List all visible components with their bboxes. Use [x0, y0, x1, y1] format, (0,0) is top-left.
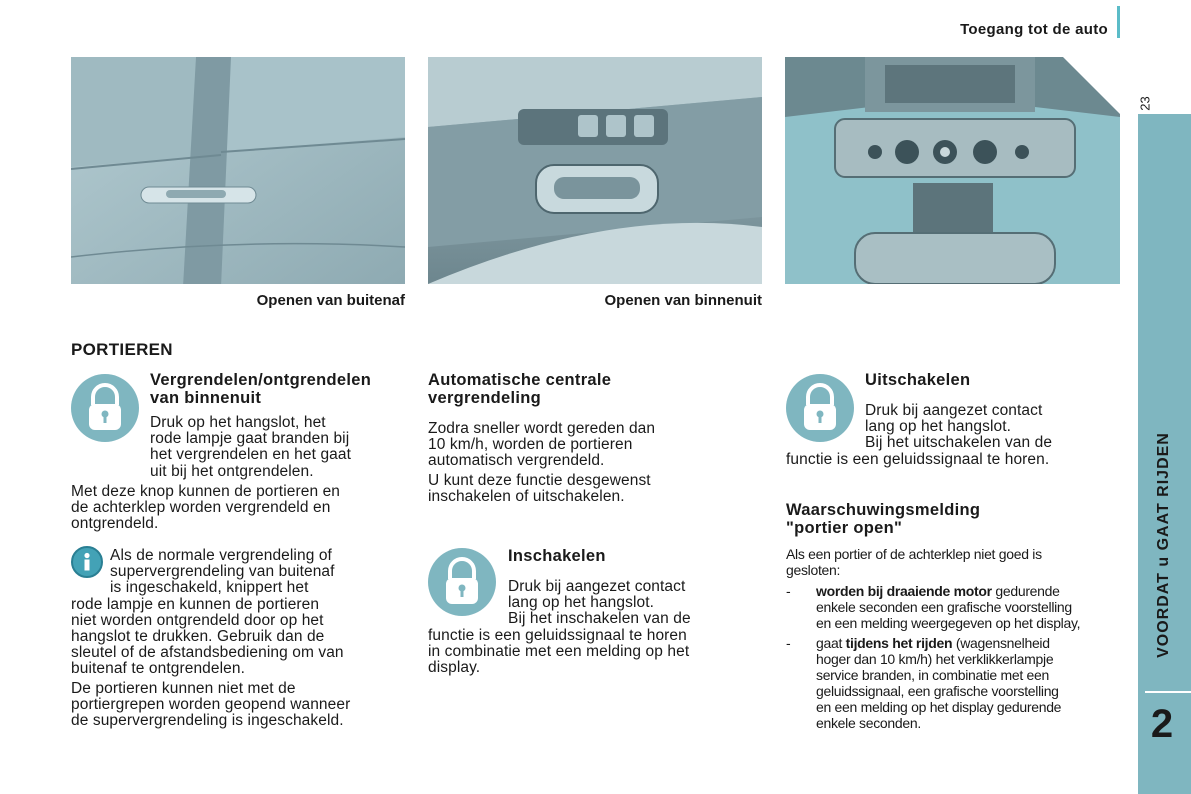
photo-exterior-door-handle [71, 57, 405, 284]
warning-bullet-engine-running: worden bij draaiende motor gedurende enkele seconden een grafische voorstelling en een melding weergegeven op het display, [816, 583, 1081, 631]
subheading-lock-inside: Vergrendelen/ontgrendelen van binnenuit [150, 371, 372, 407]
auto-lock-text: Zodra sneller wordt gereden dan 10 km/h, worden de portieren automatisch vergrendeld. [428, 420, 656, 470]
padlock-icon [71, 374, 139, 442]
supervergrendeling-note: De portieren kunnen niet met de portiergrepen worden geopend wanneer de supervergrendeling is ingeschakeld. [71, 680, 351, 730]
lock-icon-badge [71, 374, 139, 442]
warning-bullet-driving: gaat tijdens het rijden (wagensnelheid hoger dan 10 km/h) het verklikkerlampje service branden, in combinatie met een geluidssignaal, een grafische voorstelling en een melding op het display gedurende enkele seconden. [816, 635, 1062, 731]
heading-disable: Uitschakelen [865, 371, 971, 389]
auto-lock-option-text: U kunt deze functie desgewenst inschakelen of uitschakelen. [428, 472, 651, 506]
photo-console-lock-button [785, 57, 1120, 284]
lock-inside-text: Druk op het hangslot, het rode lampje gaat branden bij het vergrendelen en het gaat uit bij het ontgrendelen. [150, 414, 352, 480]
caption-exterior: Openen van buitenaf [256, 292, 405, 309]
chapter-tab-divider [1145, 691, 1191, 693]
warning-intro: Als een portier of de achterklep niet goed is gesloten: [786, 546, 1042, 578]
lock-inside-paragraph: Met deze knop kunnen de portieren en de achterklep worden vergrendeld en ontgrendeld. [71, 483, 341, 533]
page-number: 23 [1137, 96, 1153, 111]
title-rule [1117, 6, 1120, 38]
disable-text: Druk bij aangezet contact lang op het hangslot. Bij het uitschakelen van de functie is een geluidssignaal te horen. [786, 402, 1053, 468]
heading-enable: Inschakelen [508, 547, 606, 565]
caption-interior: Openen van binnenuit [604, 292, 762, 309]
enable-text: Druk bij aangezet contact lang op het hangslot. Bij het inschakelen van de functie is een geluidssignaal te horen in combinatie met een melding op het display. [428, 578, 691, 677]
chapter-number: 2 [1150, 702, 1174, 746]
info-note: Als de normale vergrendeling of supervergrendeling van buitenaf is ingeschakeld, knippert het rode lampje en kunnen de portieren niet worden ontgrendeld door op het hangslot te drukken. Gebruik dan de sleutel of de afstandsbediening om van buitenaf te ontgrendelen. [71, 547, 344, 678]
photo-interior-door-handle [428, 57, 762, 284]
heading-auto-lock: Automatische centrale vergrendeling [428, 371, 612, 407]
chapter-tab-label: VOORDAT u GAAT RIJDEN [1155, 432, 1172, 658]
page-heading: PORTIEREN [71, 340, 173, 359]
bullet-marker: - [786, 635, 791, 651]
section-title: Toegang tot de auto [960, 21, 1108, 38]
bullet-marker: - [786, 583, 791, 599]
heading-door-open-warning: Waarschuwingsmelding "portier open" [786, 501, 981, 537]
